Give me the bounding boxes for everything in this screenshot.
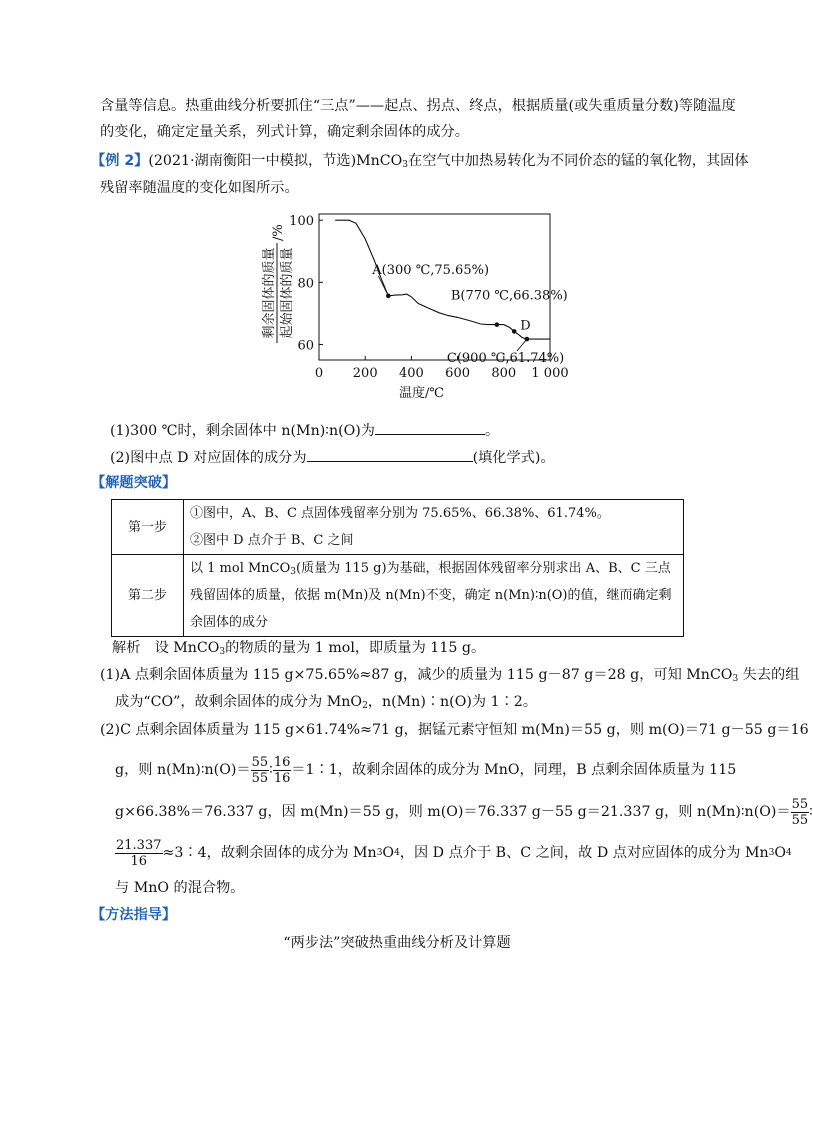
step-1-label: 第一步 — [112, 500, 184, 555]
answer-blank-2[interactable] — [307, 447, 473, 462]
y-label-unit: /% — [271, 224, 286, 241]
example-line-2: 残留率随温度的变化如图所示。 — [100, 180, 299, 196]
example-line-1: 【例 2】(2021·湖南衡阳一中模拟，节选)MnCO$_3$在空气中加热易转化为不同价态的锰的氧化物，其固体 — [91, 153, 749, 170]
x-tick-label: 600 — [445, 366, 471, 381]
example-source: (2021·湖南衡阳一中模拟，节选) — [148, 153, 357, 169]
step-2-label: 第二步 — [112, 555, 184, 637]
x-axis-label: 温度/℃ — [399, 386, 444, 401]
answer-blank-1[interactable] — [375, 420, 485, 435]
x-tick-label: 0 — [314, 366, 324, 381]
solution-p1-line-1: (1)A 点剩余固体质量为 115 g×75.65%≈87 g，减少的质量为 115 g－87 g＝28 g，可知 MnCO$_3$ 失去的组 — [100, 667, 800, 684]
point-d-label: D — [520, 318, 531, 334]
table-row — [112, 500, 684, 555]
point-c-label: C(900 ℃,61.74%) — [446, 351, 565, 367]
solution-p2-line-1: (2)C 点剩余固体质量为 115 g×61.74%≈71 g，据锰元素守恒知 m(Mn)＝55 g，则 m(O)＝71 g－55 g＝16 — [100, 722, 809, 738]
point-d — [512, 329, 517, 334]
point-c-leader — [517, 339, 527, 351]
fraction: $\frac{55}{55}$ — [251, 754, 269, 786]
point-b — [495, 322, 500, 327]
question-1: (1)300 ℃时，剩余固体中 n(Mn)∶n(O)为 。 — [110, 420, 499, 441]
step-1-content: ①图中，A、B、C 点固体残留率分别为 75.65%、66.38%、61.74%。 ②图中 D 点介于 B、C 之间 — [184, 500, 684, 555]
x-tick-label: 400 — [398, 366, 424, 381]
y-tick-label: 100 — [289, 214, 314, 230]
solution-intro: 解析 设 MnCO$_3$的物质的量为 1 mol，即质量为 115 g。 — [112, 640, 486, 657]
fraction: $\frac{21.337}{16}$ — [116, 837, 162, 869]
y-label-numerator: 剩余固体的质量 — [262, 247, 277, 339]
method-title: 【方法指导】 — [91, 907, 177, 923]
x-tick-label: 800 — [491, 366, 517, 381]
solution-p2-line-3: g×66.38%＝76.337 g，因 m(Mn)＝55 g，则 m(O)＝76.337 g－55 g＝21.337 g，则 n(Mn)∶n(O)＝ $\frac{55}{55}$ ∶ — [115, 796, 813, 828]
y-axis-label — [261, 224, 295, 343]
intro-line-1: 含量等信息。热重曲线分析要抓住“三点”——起点、拐点、终点，根据质量(或失重质量分数)等随温度 — [100, 98, 736, 114]
x-tick-label: 1 000 — [531, 366, 569, 381]
y-tick-label: 60 — [297, 338, 314, 354]
point-a — [386, 294, 391, 299]
plot-frame — [319, 214, 550, 360]
step-2-content: 以 1 mol MnCO$_3$(质量为 115 g)为基础，根据固体残留率分别求出 A、B、C 三点 残留固体的质量，依据 m(Mn)及 n(Mn)不变，确定 n(Mn)∶n(O)的值，继而确定剩 余固体的成分 — [184, 555, 684, 637]
point-a-label: A(300 ℃,75.65%) — [372, 262, 490, 278]
x-tick-label: 200 — [352, 366, 378, 381]
solution-p2-line-4: $\frac{21.337}{16}$ ≈3∶4，故剩余固体的成分为 Mn 3 O 4 ，因 D 点介于 B、C 之间，故 D 点对应固体的成分为 Mn 3 O 4 — [116, 837, 792, 869]
residue-rate-chart — [250, 208, 580, 408]
breakthrough-title: 【解题突破】 — [91, 475, 177, 491]
steps-table — [111, 499, 684, 637]
question-2: (2)图中点 D 对应固体的成分为 (填化学式)。 — [110, 447, 555, 468]
solution-p2-line-5: 与 MnO 的混合物。 — [115, 880, 245, 896]
fraction: $\frac{16}{16}$ — [273, 754, 291, 786]
residue-rate-line — [335, 220, 550, 339]
point-a-leader — [378, 276, 388, 296]
fraction: $\frac{55}{55}$ — [791, 796, 809, 828]
method-subtitle: “两步法”突破热重曲线分析及计算题 — [283, 935, 511, 951]
table-row — [112, 555, 684, 637]
y-tick-label: 80 — [297, 276, 314, 292]
example-tag: 【例 2】 — [91, 153, 149, 169]
solution-p1-line-2: 成为“CO”，故剩余固体的成分为 MnO$_2$，n(Mn)∶n(O)为 1∶2。 — [115, 694, 538, 711]
point-c — [525, 337, 530, 342]
point-b-label: B(770 ℃,66.38%) — [450, 288, 568, 304]
intro-line-2: 的变化，确定定量关系，列式计算，确定剩余固体的成分。 — [100, 124, 469, 140]
y-label-denominator: 起始固体的质量 — [280, 247, 295, 339]
solution-p2-line-2: g，则 n(Mn)∶n(O)＝ $\frac{55}{55}$ ∶ $\frac{16}{16}$ ＝1∶1，故剩余固体的成分为 MnO，同理，B 点剩余固体质量为 115 — [115, 754, 737, 786]
